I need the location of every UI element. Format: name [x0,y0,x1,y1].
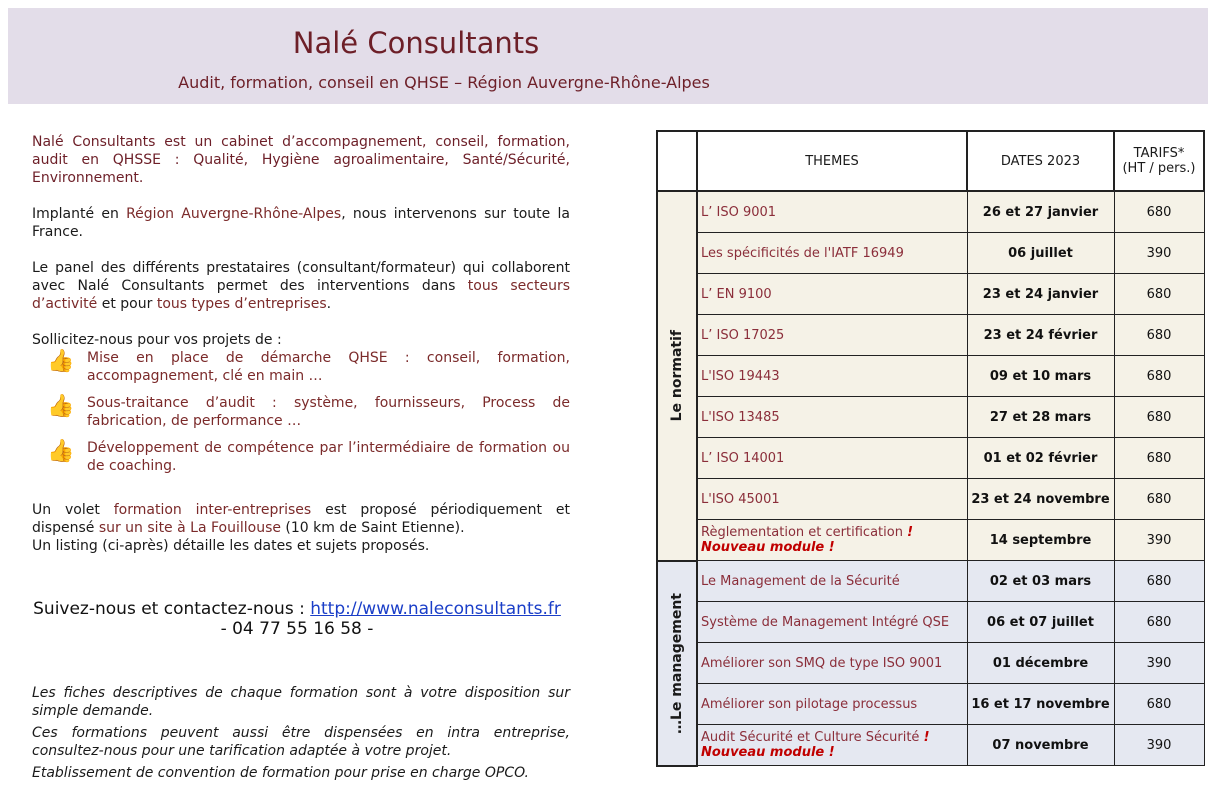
text: Le panel des différents prestataires (consultant/formateur) qui collaborent avec Nalé Consultants permet des interventions dans [32,260,570,294]
note-2: Ces formations peuvent aussi être dispensées en intra entreprise, consultez-nous pour une tarification adaptée à votre projet. [32,725,570,759]
theme-cell [697,356,967,397]
date-cell: 02 et 03 mars [967,561,1114,602]
new-module-badge: ! Nouveau module ! [701,730,930,760]
intro-paragraph-4: Sollicitez-nous pour vos projets de : [32,332,282,348]
date-cell: 09 et 10 mars [967,356,1114,397]
table-row [657,479,1204,520]
list-item [32,394,570,430]
date-cell: 27 et 28 mars [967,397,1114,438]
date-cell: 01 décembre [967,643,1114,684]
intro-paragraph-1: Nalé Consultants est un cabinet d’accompagnement, conseil, formation, audit en QHSSE : Qualité, Hygiène agroalimentaire, Santé/Sécurité, Environnement. [32,134,570,186]
services-list [32,349,570,475]
text: Implanté en [32,206,127,222]
thumbs-up-icon: 👍 [47,394,75,419]
text: . [326,296,332,312]
table-row [657,356,1204,397]
price-cell: 390 [1114,643,1204,684]
header-themes: THEMES [697,131,967,191]
thumbs-up-icon: 👍 [47,349,75,374]
theme-text: L'ISO 13485 [701,409,780,425]
price-cell: 680 [1114,315,1204,356]
price-cell: 680 [1114,274,1204,315]
table-row [657,643,1204,684]
price-cell: 390 [1114,520,1204,561]
header-tarifs-line2: (HT / pers.) [1122,161,1196,176]
theme-text: Système de Management Intégré QSE [701,614,950,630]
theme-cell [697,643,967,684]
sector-highlight: tous secteurs d’activité [32,278,570,312]
date-cell: 26 et 27 janvier [967,191,1114,233]
section-label-cell [657,561,697,766]
text: Un volet [32,502,114,518]
training-schedule-table [656,130,1205,767]
theme-text: L'ISO 19443 [701,368,780,384]
intro-paragraph-3 [32,259,570,313]
theme-cell [697,274,967,315]
contact-label: Suivez-nous et contactez-nous : [33,599,311,619]
contact-line [32,599,562,619]
website-link[interactable]: http://www.naleconsultants.fr [310,599,561,619]
table-row [657,315,1204,356]
theme-cell [697,725,967,766]
price-cell: 680 [1114,602,1204,643]
table-row [657,520,1204,561]
new-module-badge: ! Nouveau module ! [701,525,914,555]
price-cell: 680 [1114,479,1204,520]
table-row [657,561,1204,602]
date-cell: 23 et 24 février [967,315,1114,356]
intro-paragraph-6: Un listing (ci-après) détaille les dates et sujets proposés. [32,538,430,554]
price-cell: 680 [1114,438,1204,479]
table-body [657,191,1204,766]
price-cell: 680 [1114,356,1204,397]
table-row [657,684,1204,725]
page-title: Nalé Consultants [292,26,540,60]
theme-text: Les spécificités de l'IATF 16949 [701,245,904,261]
theme-cell [697,561,967,602]
theme-text: Audit Sécurité et Culture Sécurité [701,730,924,745]
table-row [657,438,1204,479]
table-row [657,274,1204,315]
text: , nous intervenons sur toute la France. [32,206,570,240]
table-row [657,397,1204,438]
site-highlight: sur un site à La Fouillouse [98,520,281,536]
table-row [657,602,1204,643]
date-cell: 06 juillet [967,233,1114,274]
theme-cell [697,684,967,725]
theme-cell [697,479,967,520]
date-cell: 16 et 17 novembre [967,684,1114,725]
date-cell: 06 et 07 juillet [967,602,1114,643]
inter-company-highlight: formation inter-entreprises [113,502,312,518]
table-row [657,233,1204,274]
header-dates: DATES 2023 [967,131,1114,191]
theme-cell [697,438,967,479]
section-label: …Le management [669,592,685,734]
section-label: Le normatif [669,330,685,422]
theme-cell [697,397,967,438]
date-cell: 07 novembre [967,725,1114,766]
theme-text: L’ EN 9100 [701,286,772,302]
theme-text: Règlementation et certification [701,525,908,540]
header-tarifs [1114,131,1204,191]
list-item-text: Développement de compétence par l’intermédiaire de formation ou de coaching. [87,440,570,474]
list-item [32,439,570,475]
text: (10 km de Saint Etienne). [280,520,465,536]
date-cell: 14 septembre [967,520,1114,561]
theme-cell [697,191,967,233]
theme-text: Améliorer son pilotage processus [701,696,918,712]
theme-text: Le Management de la Sécurité [701,573,900,589]
table-row [657,725,1204,766]
page-subtitle: Audit, formation, conseil en QHSE – Région Auvergne-Rhône-Alpes [178,73,710,92]
header-banner [8,8,1208,104]
notes-section [32,684,570,782]
header-tarifs-line1: TARIFS* [1133,146,1185,161]
contact-block [32,599,562,639]
text: est proposé périodiquement et dispensé [32,502,570,536]
company-highlight: tous types d’entreprises [156,296,327,312]
corner-cell [657,131,697,191]
price-cell: 680 [1114,191,1204,233]
intro-paragraph-2 [32,205,570,241]
theme-cell [697,233,967,274]
list-item-text: Mise en place de démarche QHSE : conseil, formation, accompagnement, clé en main … [87,350,570,384]
intro-section [32,133,570,555]
note-3: Etablissement de convention de formation pour prise en charge OPCO. [32,765,530,781]
theme-cell [697,315,967,356]
list-item [32,349,570,385]
date-cell: 23 et 24 novembre [967,479,1114,520]
date-cell: 23 et 24 janvier [967,274,1114,315]
section-label-cell [657,191,697,561]
text: et pour [97,296,157,312]
price-cell: 390 [1114,233,1204,274]
phone-number: - 04 77 55 16 58 - [220,619,374,639]
theme-text: L’ ISO 14001 [701,450,785,466]
price-cell: 390 [1114,725,1204,766]
theme-text: L'ISO 45001 [701,491,780,507]
thumbs-up-icon: 👍 [47,439,75,464]
region-highlight: Région Auvergne-Rhône-Alpes [126,206,342,222]
note-1: Les fiches descriptives de chaque formation sont à votre disposition sur simple demande. [32,685,570,719]
price-cell: 680 [1114,561,1204,602]
theme-cell [697,602,967,643]
theme-text: L’ ISO 9001 [701,204,777,220]
list-item-text: Sous-traitance d’audit : système, fournisseurs, Process de fabrication, de performance … [87,395,570,429]
price-cell: 680 [1114,684,1204,725]
date-cell: 01 et 02 février [967,438,1114,479]
theme-cell [697,520,967,561]
theme-text: Améliorer son SMQ de type ISO 9001 [701,655,943,671]
theme-text: L’ ISO 17025 [701,327,785,343]
table-row [657,191,1204,233]
intro-paragraph-5 [32,501,570,537]
price-cell: 680 [1114,397,1204,438]
